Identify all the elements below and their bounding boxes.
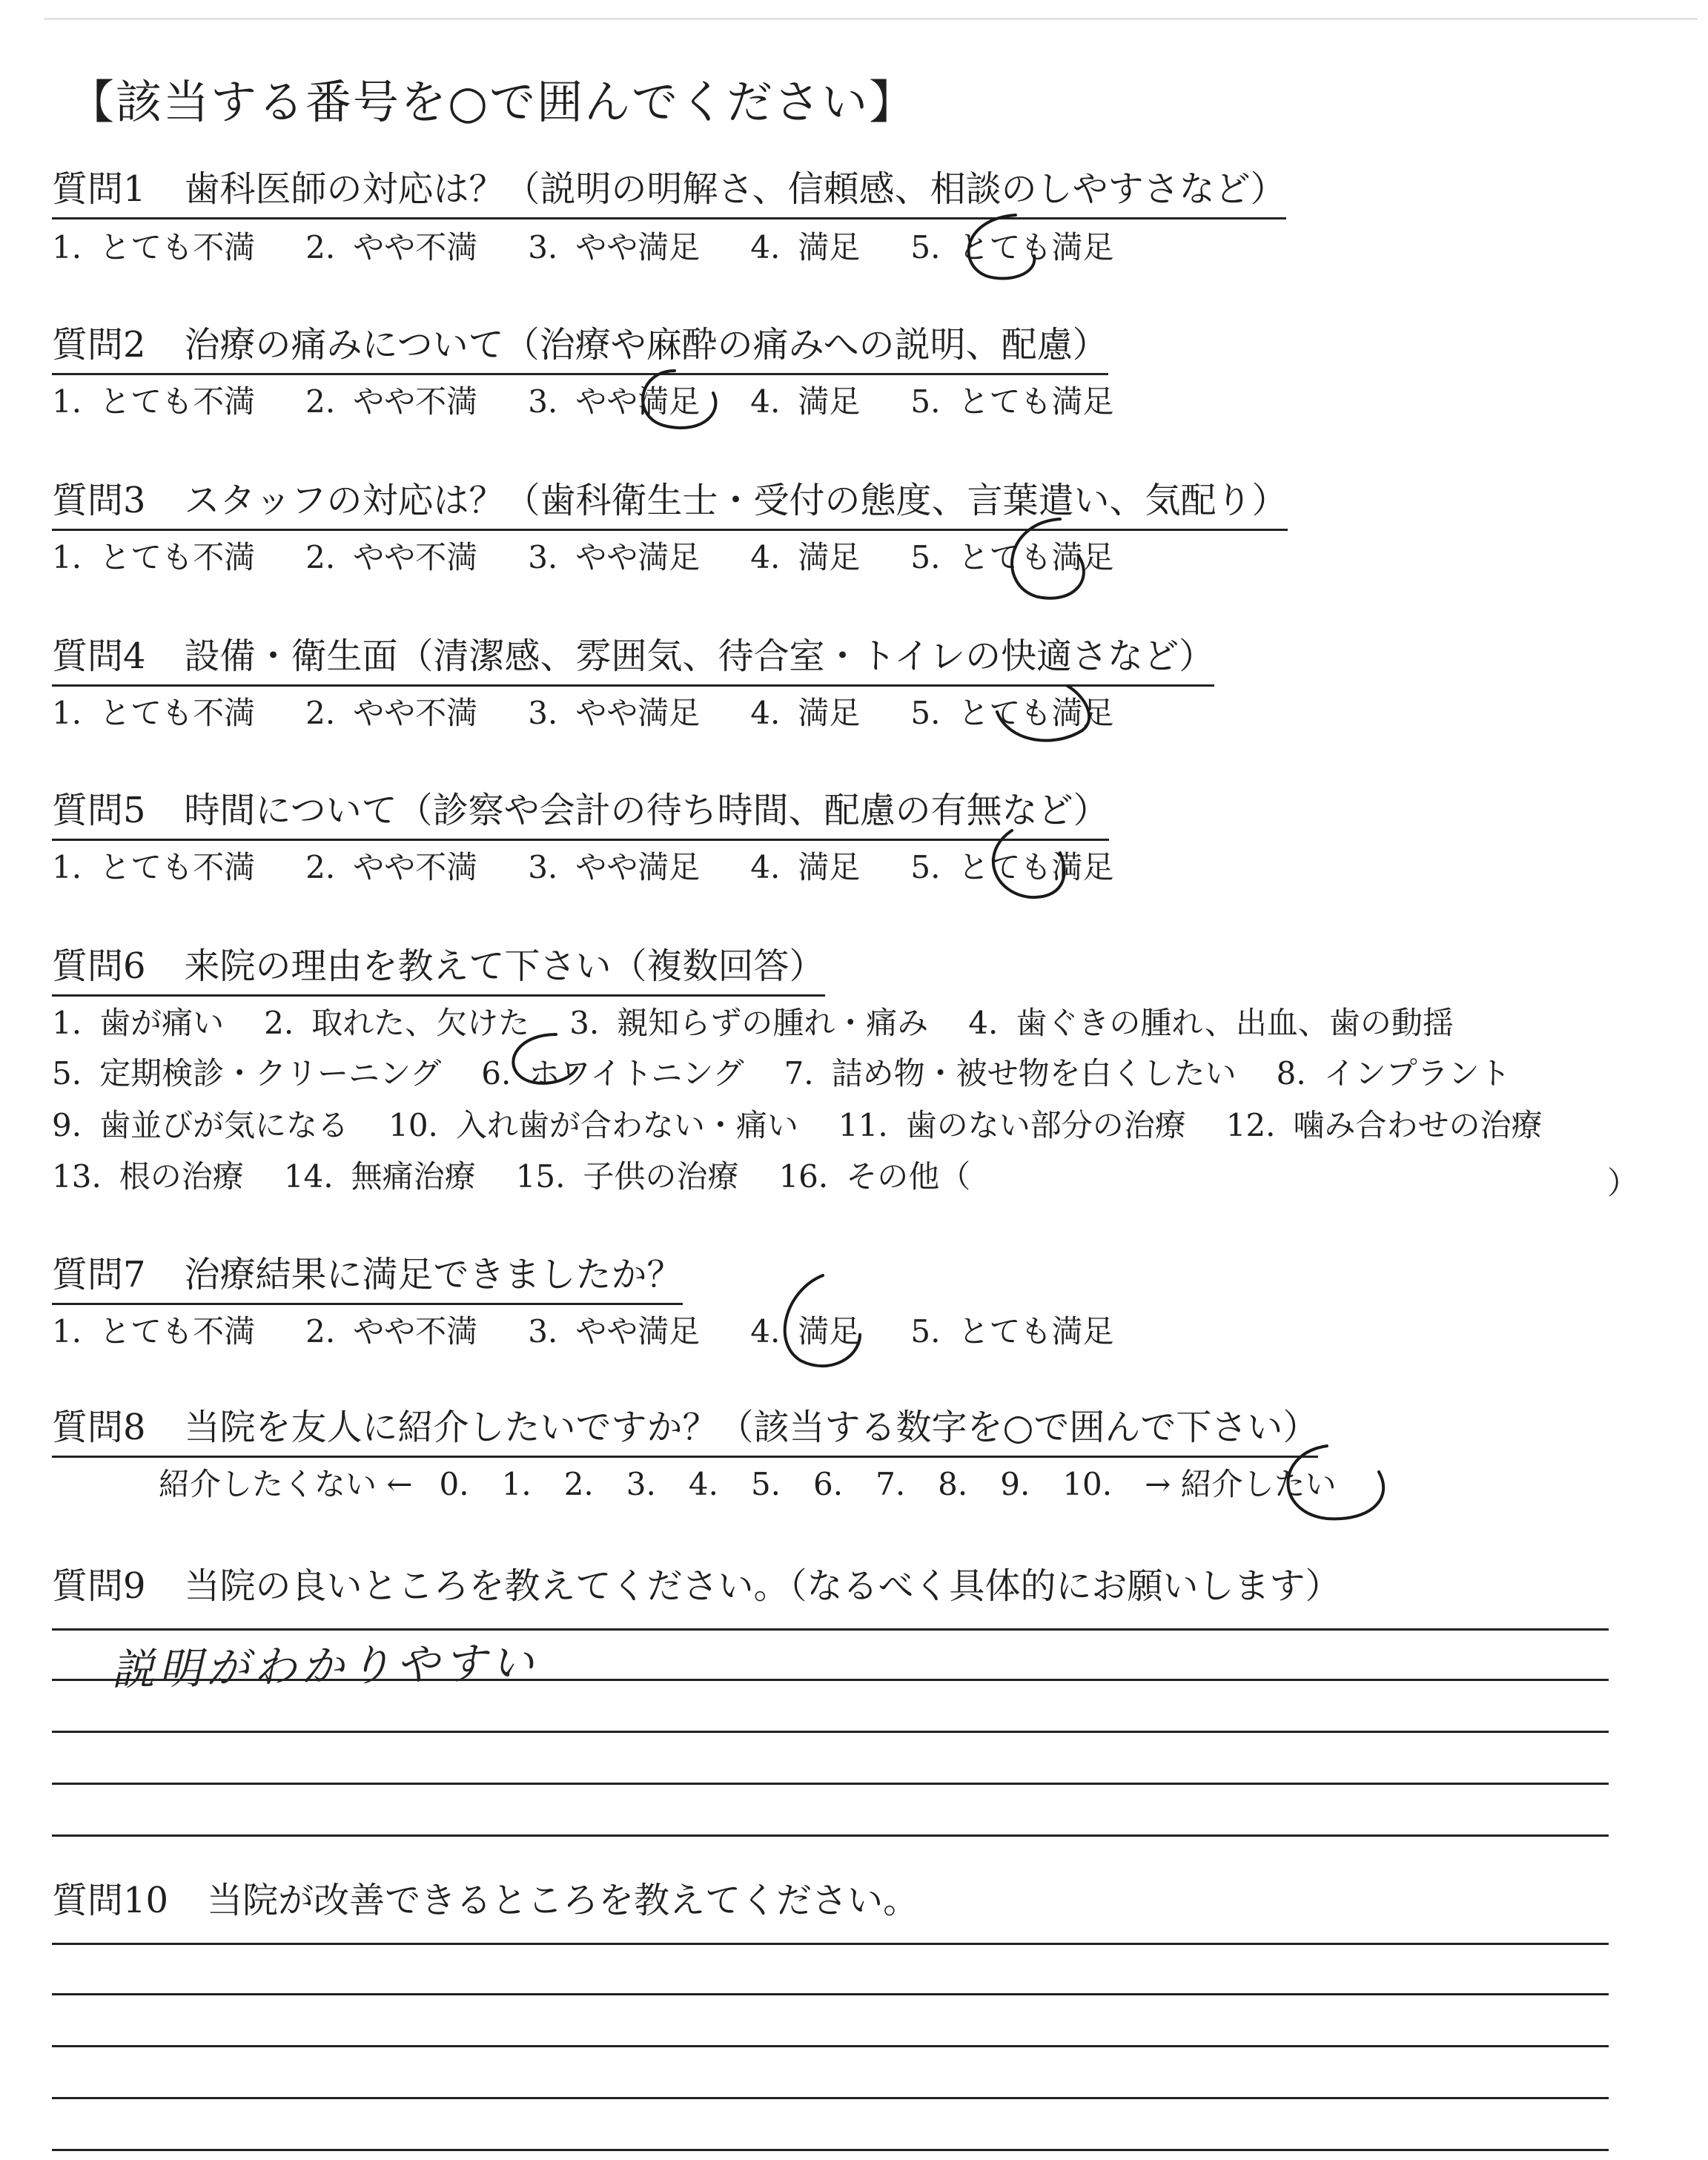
q6-option-13[interactable]: 13. 根の治療	[52, 1158, 244, 1195]
q4-option-5[interactable]: 5. とても満足	[910, 695, 1114, 731]
q5-option-4[interactable]: 4. 満足	[750, 849, 861, 885]
q3-option-1[interactable]: 1. とても不満	[52, 539, 256, 575]
q9-handwritten-answer: 説明がわかりやすい	[110, 1636, 539, 1696]
scale-value-6[interactable]: 6.	[813, 1466, 844, 1502]
form-title: 【該当する番号を○で囲んでください】	[68, 75, 917, 129]
q5-option-5[interactable]: 5. とても満足	[910, 849, 1114, 885]
q3-option-2[interactable]: 2. やや不満	[305, 539, 478, 575]
q3-options	[52, 540, 1113, 575]
q8-recommend-scale	[159, 1467, 1369, 1502]
q6-option-2[interactable]: 2. 取れた、欠けた	[264, 1005, 530, 1041]
question-2: 質問2 治療の痛みについて（治療や麻酔の痛みへの説明、配慮）	[52, 325, 1108, 375]
q3-option-5[interactable]: 5. とても満足	[910, 539, 1114, 575]
q4-option-4[interactable]: 4. 満足	[750, 695, 861, 731]
question-5: 質問5 時間について（診察や会計の待ち時間、配慮の有無など）	[52, 790, 1109, 841]
q6-option-11[interactable]: 11. 歯のない部分の治療	[838, 1107, 1186, 1143]
q6-option-15[interactable]: 15. 子供の治療	[515, 1158, 739, 1195]
answer-line	[52, 1628, 1609, 1631]
scale-value-0[interactable]: 0.	[439, 1466, 469, 1502]
answer-line[interactable]	[52, 2149, 1609, 2151]
answer-line[interactable]	[52, 1834, 1609, 1837]
q6-options-row-1	[52, 1005, 1494, 1041]
q5-option-3[interactable]: 3. やや満足	[528, 849, 701, 885]
q1-option-3[interactable]: 3. やや満足	[528, 229, 701, 265]
q6-option-9[interactable]: 9. 歯並びが気になる	[52, 1107, 349, 1143]
q2-option-4[interactable]: 4. 満足	[750, 383, 861, 420]
question-8: 質問8 当院を友人に紹介したいですか？（該当する数字を○で囲んで下さい）	[52, 1407, 1318, 1458]
scan-edge-line	[44, 18, 1698, 20]
q2-option-1[interactable]: 1. とても不満	[52, 383, 256, 420]
question-3: 質問3 スタッフの対応は？（歯科衛生士・受付の態度、言葉遣い、気配り）	[52, 480, 1288, 531]
q2-option-3[interactable]: 3. やや満足	[528, 383, 701, 420]
q6-options-row-3	[52, 1108, 1583, 1143]
scale-value-7[interactable]: 7.	[875, 1466, 906, 1502]
q5-options	[52, 850, 1113, 885]
q7-option-3[interactable]: 3. やや満足	[528, 1313, 701, 1350]
q2-option-5[interactable]: 5. とても満足	[910, 383, 1114, 420]
q7-option-1[interactable]: 1. とても不満	[52, 1313, 256, 1350]
scale-value-10[interactable]: 10.	[1062, 1466, 1113, 1502]
q6-option-6[interactable]: 6. ホワイトニング	[481, 1055, 744, 1091]
q6-option-5[interactable]: 5. 定期検診・クリーニング	[52, 1055, 442, 1091]
question-number: 質問1	[52, 168, 146, 210]
answer-line[interactable]	[52, 2045, 1609, 2047]
answer-line[interactable]	[52, 1731, 1609, 1733]
q6-other-field-close: ）	[1607, 1165, 1639, 1201]
q5-option-2[interactable]: 2. やや不満	[305, 849, 478, 885]
q2-options	[52, 384, 1113, 420]
question-1	[52, 169, 1286, 219]
q6-option-3[interactable]: 3. 親知らずの腫れ・痛み	[569, 1005, 929, 1041]
question-7: 質問7 治療結果に満足できましたか？	[52, 1255, 683, 1305]
q1-option-2[interactable]: 2. やや不満	[305, 229, 478, 265]
q7-option-2[interactable]: 2. やや不満	[305, 1313, 478, 1350]
q5-option-1[interactable]: 1. とても不満	[52, 849, 256, 885]
scale-value-4[interactable]: 4.	[688, 1466, 718, 1502]
q6-option-16[interactable]: 16. その他（	[778, 1158, 971, 1195]
scale-value-3[interactable]: 3.	[626, 1466, 656, 1502]
question-4: 質問4 設備・衛生面（清潔感、雰囲気、待合室・トイレの快適さなど）	[52, 636, 1214, 687]
q4-options	[52, 696, 1113, 731]
q4-option-1[interactable]: 1. とても不満	[52, 695, 256, 731]
question-10: 質問10 当院が改善できるところを教えてください。	[52, 1880, 919, 1921]
scale-right-label[interactable]: → 紹介したい	[1145, 1466, 1337, 1502]
q7-option-5[interactable]: 5. とても満足	[910, 1313, 1114, 1350]
scale-left-label: 紹介したくない ←	[159, 1466, 413, 1502]
answer-line[interactable]	[52, 1943, 1609, 1945]
q7-option-4[interactable]: 4. 満足	[750, 1313, 861, 1350]
scale-value-8[interactable]: 8.	[938, 1466, 968, 1502]
q6-option-8[interactable]: 8. インプラント	[1276, 1055, 1511, 1091]
q3-option-4[interactable]: 4. 満足	[750, 539, 861, 575]
scale-value-1[interactable]: 1.	[501, 1466, 532, 1502]
answer-line[interactable]	[52, 2097, 1609, 2099]
q3-option-3[interactable]: 3. やや満足	[528, 539, 701, 575]
q1-option-5[interactable]: 5. とても満足	[910, 229, 1114, 265]
question-text: 歯科医師の対応は？（説明の明解さ、信頼感、相談のしやすさなど）	[184, 168, 1286, 210]
q1-option-4[interactable]: 4. 満足	[750, 229, 861, 265]
q7-options	[52, 1314, 1113, 1350]
scale-value-2[interactable]: 2.	[563, 1466, 594, 1502]
q6-option-7[interactable]: 7. 詰め物・被せ物を白くしたい	[784, 1055, 1237, 1091]
scale-value-5[interactable]: 5.	[750, 1466, 781, 1502]
q6-option-1[interactable]: 1. 歯が痛い	[52, 1005, 225, 1041]
q6-option-4[interactable]: 4. 歯ぐきの腫れ、出血、歯の動揺	[968, 1005, 1454, 1041]
q6-option-14[interactable]: 14. 無痛治療	[283, 1158, 476, 1195]
q6-options-row-2	[52, 1056, 1551, 1091]
q4-option-3[interactable]: 3. やや満足	[528, 695, 701, 731]
scale-value-9[interactable]: 9.	[1000, 1466, 1030, 1502]
q6-option-10[interactable]: 10. 入れ歯が合わない・痛い	[388, 1107, 798, 1143]
q1-options	[52, 230, 1113, 265]
question-6: 質問6 来院の理由を教えて下さい（複数回答）	[52, 946, 825, 997]
q1-option-1[interactable]: 1. とても不満	[52, 229, 256, 265]
q6-options-row-4	[52, 1159, 1010, 1195]
answer-line[interactable]	[52, 1993, 1609, 1995]
q2-option-2[interactable]: 2. やや不満	[305, 383, 478, 420]
answer-line[interactable]	[52, 1783, 1609, 1785]
question-9: 質問9 当院の良いところを教えてください。（なるべく具体的にお願いします）	[52, 1565, 1341, 1607]
q4-option-2[interactable]: 2. やや不満	[305, 695, 478, 731]
q6-option-12[interactable]: 12. 噛み合わせの治療	[1225, 1107, 1543, 1143]
